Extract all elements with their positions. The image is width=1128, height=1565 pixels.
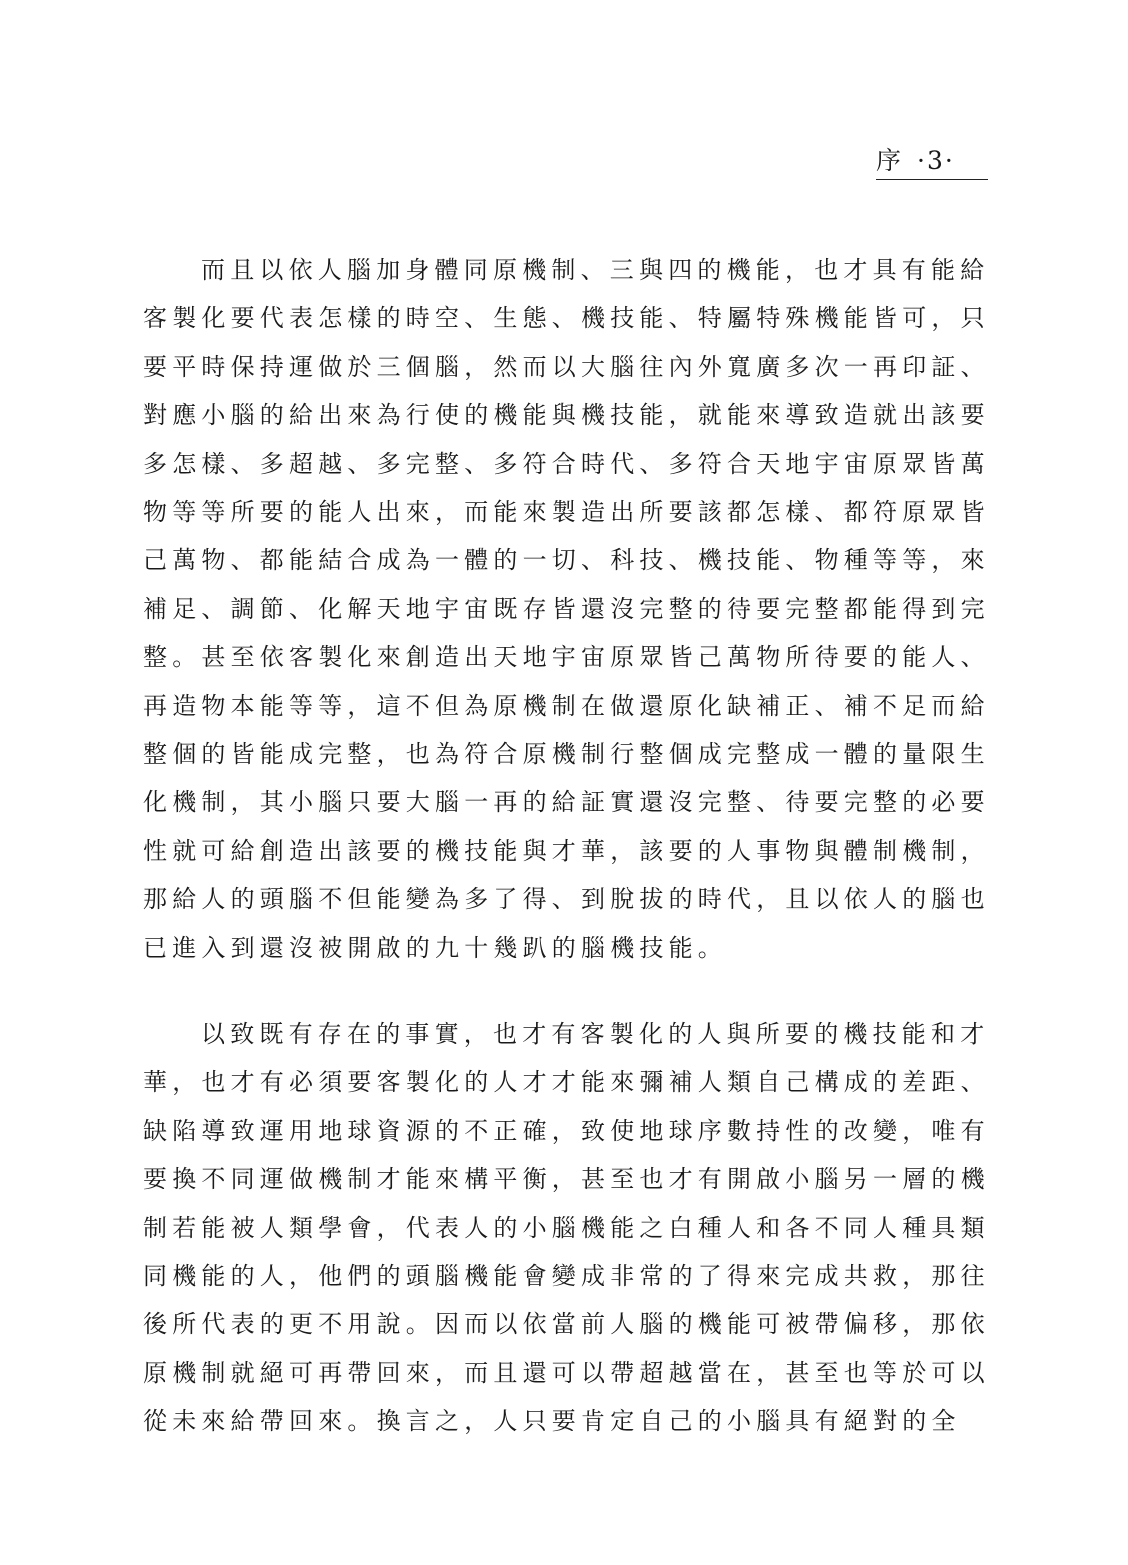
running-header	[876, 143, 988, 180]
paragraph-2	[143, 1010, 988, 1446]
text-line: 要換不同運做機制才能來構平衡，甚至也才有開啟小腦另一層的機	[143, 1165, 990, 1194]
text-line: 性就可給創造出該要的機技能與才華，該要的人事物與體制機制，	[143, 836, 990, 865]
text-line: 要平時保持運做於三個腦，然而以大腦往內外寬廣多次一再印証、	[143, 352, 990, 381]
text-line: 多怎樣、多超越、多完整、多符合時代、多符合天地宇宙原眾皆萬	[143, 449, 990, 478]
text-line: 整。甚至依客製化來創造出天地宇宙原眾皆己萬物所待要的能人、	[143, 643, 990, 672]
section-title: 序	[876, 146, 904, 175]
text-line: 對應小腦的給出來為行使的機能與機技能，就能來導致造就出該要	[143, 401, 990, 430]
text-line: 後所代表的更不用說。因而以依當前人腦的機能可被帶偏移，那依	[143, 1310, 990, 1339]
text-line: 以致既有存在的事實，也才有客製化的人與所要的機技能和才	[201, 1020, 990, 1048]
text-line: 己萬物、都能結合成為一體的一切、科技、機技能、物種等等，來	[143, 546, 990, 575]
text-line: 補足、調節、化解天地宇宙既存皆還沒完整的待要完整都能得到完	[143, 594, 990, 623]
text-line: 華，也才有必須要客製化的人才才能來彌補人類自己構成的差距、	[143, 1068, 990, 1097]
text-line: 客製化要代表怎樣的時空、生態、機技能、特屬特殊機能皆可，只	[143, 304, 990, 333]
text-line: 那給人的頭腦不但能變為多了得、到脫拔的時代，且以依人的腦也	[143, 885, 990, 914]
text-line: 而且以依人腦加身體同原機制、三與四的機能，也才具有能給	[201, 256, 990, 284]
paragraph-1	[143, 246, 988, 972]
text-line: 缺陷導致運用地球資源的不正確，致使地球序數持性的改變，唯有	[143, 1116, 990, 1145]
text-line: 制若能被人類學會，代表人的小腦機能之白種人和各不同人種具類	[143, 1213, 990, 1242]
text-line: 同機能的人，他們的頭腦機能會變成非常的了得來完成共救，那往	[143, 1262, 990, 1291]
text-line: 物等等所要的能人出來，而能來製造出所要該都怎樣、都符原眾皆	[143, 498, 990, 527]
page-number: ·3·	[917, 146, 955, 175]
text-line: 已進入到還沒被開啟的九十幾趴的腦機技能。	[143, 933, 727, 962]
text-line: 整個的皆能成完整，也為符合原機制行整個成完整成一體的量限生	[143, 740, 990, 769]
text-line: 再造物本能等等，這不但為原機制在做還原化缺補正、補不足而給	[143, 691, 990, 720]
text-line: 化機制，其小腦只要大腦一再的給証實還沒完整、待要完整的必要	[143, 788, 990, 817]
text-line: 從未來給帶回來。換言之，人只要肯定自己的小腦具有絕對的全	[143, 1407, 961, 1436]
text-line: 原機制就絕可再帶回來，而且還可以帶超越當在，甚至也等於可以	[143, 1358, 990, 1387]
